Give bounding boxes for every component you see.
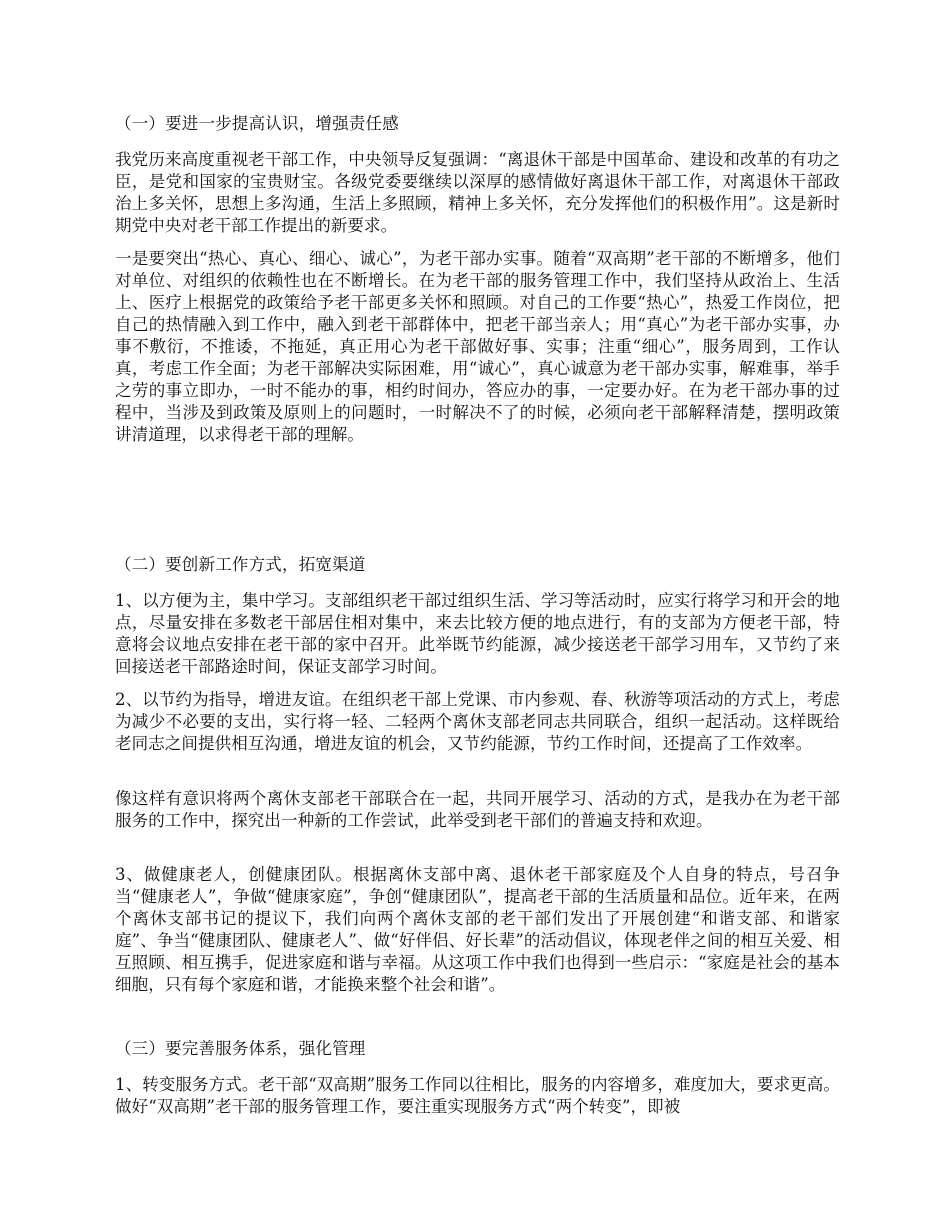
section-1-heading: （一）要进一步提高认识，增强责任感 xyxy=(115,114,399,133)
section-2-paragraph-3: 像这样有意识将两个离休支部老干部联合在一起，共同开展学习、活动的方式，是我办在为老干部服务的工作中，探究出一种新的工作尝试，此举受到老干部们的普遍支持和欢迎。 xyxy=(115,789,840,830)
section-2-heading: （二）要创新工作方式，拓宽渠道 xyxy=(115,555,366,574)
section-1-paragraph-1: 我党历来高度重视老干部工作，中央领导反复强调：“离退休干部是中国革命、建设和改革的有功之臣，是党和国家的宝贵财宝。各级党委要继续以深厚的感情做好离退休干部工作，对离退休干部政治上多关怀，思想上多沟通，生活上多照顾，精神上多关怀，充分发挥他们的积极作用”。这是新时期党中央对老干部工作提出的新要求。 xyxy=(115,150,840,235)
section-3-paragraph-1: 1、转变服务方式。老干部“双高期”服务工作同以往相比，服务的内容增多，难度加大，要求更高。做好“双高期”老干部的服务管理工作，要注重实现服务方式“两个转变”，即被 xyxy=(115,1075,840,1116)
section-1-paragraph-2: 一是要突出“热心、真心、细心、诚心”，为老干部办实事。随着“双高期”老干部的不断增多，他们对单位、对组织的依赖性也在不断增长。在为老干部的服务管理工作中，我们坚持从政治上、生活上、医疗上根据党的政策给予老干部更多关怀和照顾。对自己的工作要“热心”，热爱工作岗位，把自己的热情融入到工作中，融入到老干部群体中，把老干部当亲人；用“真心”为老干部办实事，办事不敷衍，不推诿，不拖延，真正用心为老干部做好事、实事；注重“细心”，服务周到，工作认真，考虑工作全面；为老干部解决实际困难，用“诚心”，真心诚意为老干部办实事，解难事，举手之劳的事立即办，一时不能办的事，相约时间办，答应办的事，一定要办好。在为老干部办事的过程中，当涉及到政策及原则上的问题时，一时解决不了的时候，必须向老干部解释清楚，摆明政策讲清道理，以求得老干部的理解。 xyxy=(115,249,840,444)
section-2-paragraph-1: 1、以方便为主，集中学习。支部组织老干部过组织生活、学习等活动时，应实行将学习和开会的地点，尽量安排在多数老干部居住相对集中，来去比较方便的地点进行，有的支部为方便老干部，特意将会议地点安排在老干部的家中召开。此举既节约能源，减少接送老干部学习用车，又节约了来回接送老干部路途时间，保证支部学习时间。 xyxy=(115,591,840,676)
section-3-heading: （三）要完善服务体系，强化管理 xyxy=(115,1039,366,1058)
section-2-paragraph-4: 3、做健康老人，创健康团队。根据离休支部中离、退休老干部家庭及个人自身的特点，号召争当“健康老人”，争做“健康家庭”，争创“健康团队”，提高老干部的生活质量和品位。近年来，在两个离休支部书记的提议下，我们向两个离休支部的老干部们发出了开展创建“和谐支部、和谐家庭”、争当“健康团队、健康老人”、做“好伴侣、好长辈”的活动倡议，体现老伴之间的相互关爱、相互照顾、相互携手，促进家庭和谐与幸福。从这项工作中我们也得到一些启示：“家庭是社会的基本细胞，只有每个家庭和谐，才能换来整个社会和谐”。 xyxy=(115,865,840,994)
section-2-paragraph-2: 2、以节约为指导，增进友谊。在组织老干部上党课、市内参观、春、秋游等项活动的方式上，考虑为减少不必要的支出，实行将一轻、二轻两个离休支部老同志共同联合，组织一起活动。这样既给老同志之间提供相互沟通，增进友谊的机会，又节约能源，节约工作时间，还提高了工作效率。 xyxy=(115,690,840,753)
